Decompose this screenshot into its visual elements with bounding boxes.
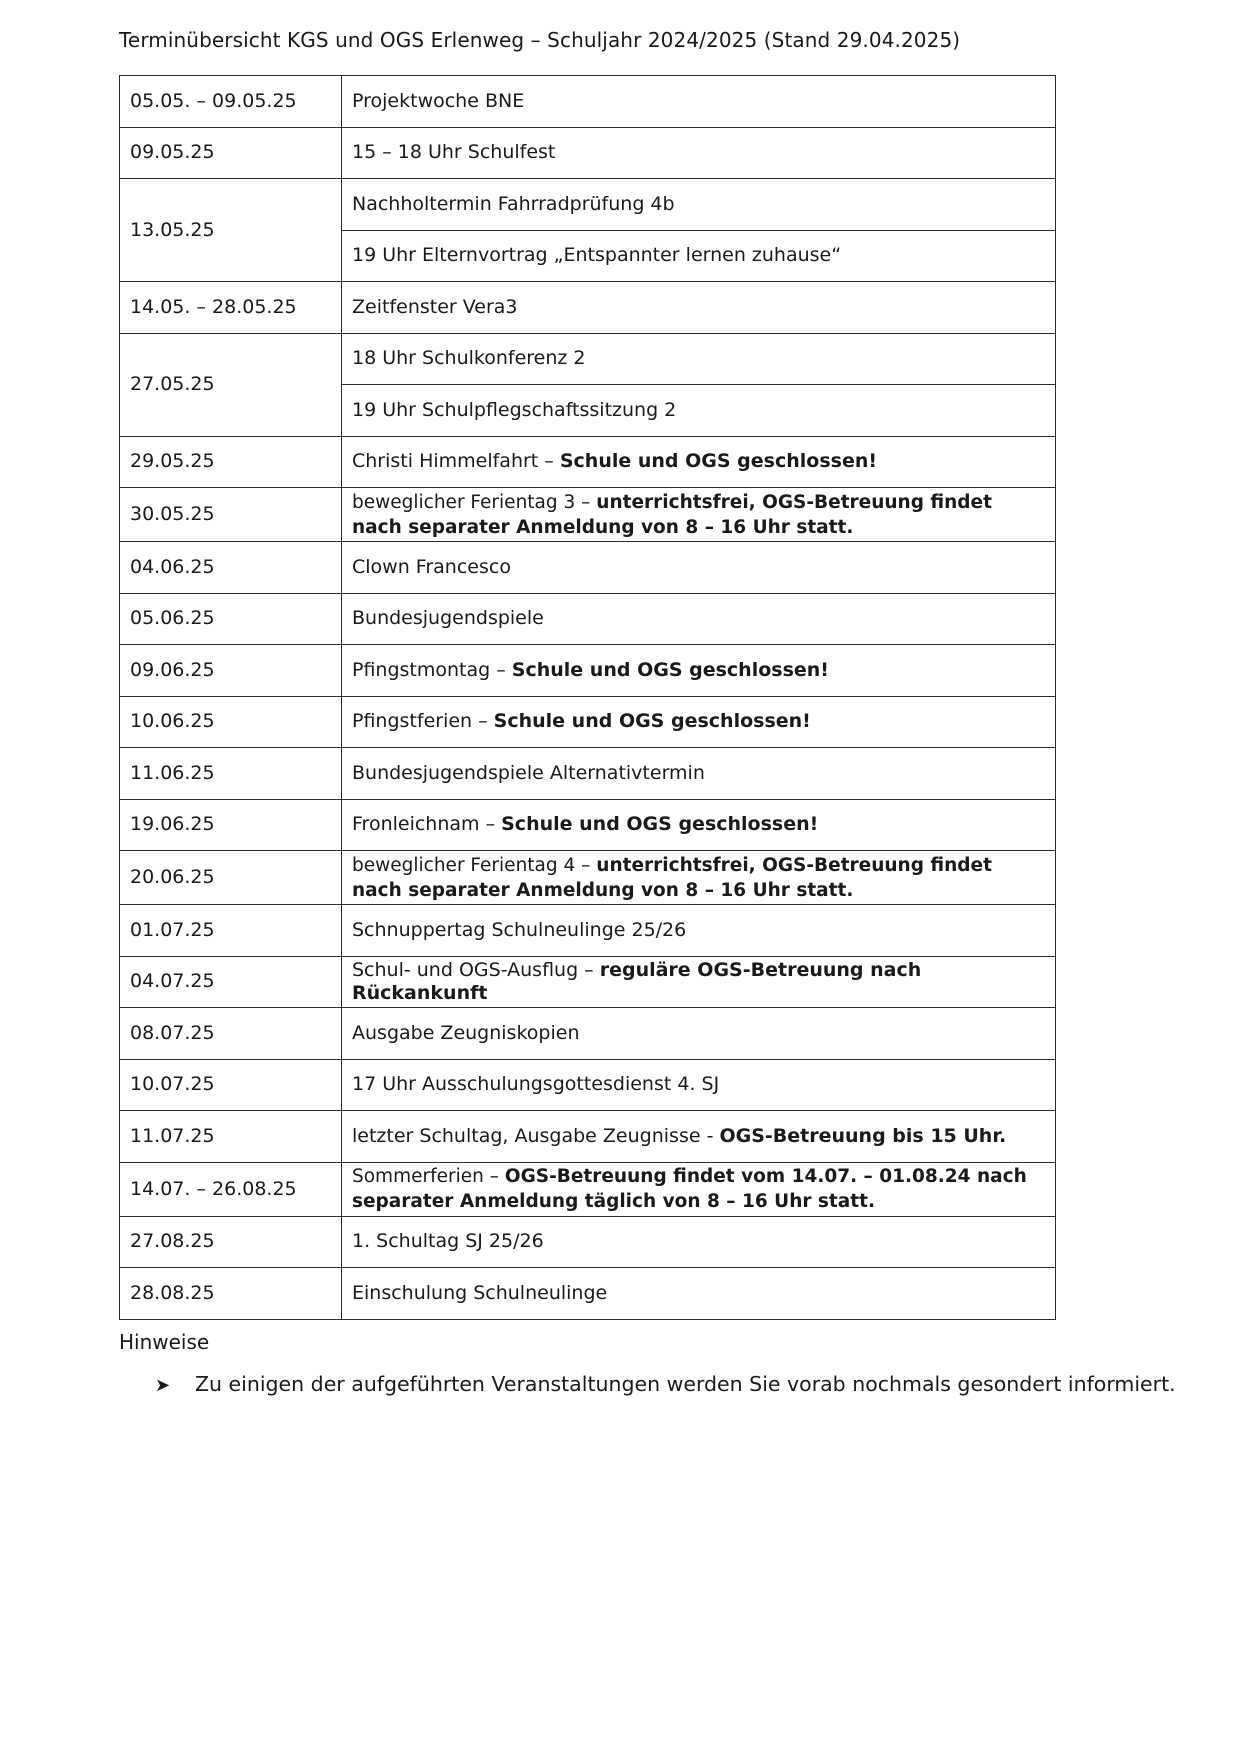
event-cell xyxy=(342,956,1056,1008)
event-cell xyxy=(342,230,1056,282)
table-row xyxy=(120,1162,1056,1216)
event-text: Ausgabe Zeugniskopien xyxy=(352,1021,580,1044)
event-cell xyxy=(342,799,1056,851)
event-cell xyxy=(342,1008,1056,1060)
date-cell: 14.05. – 28.05.25 xyxy=(120,282,342,334)
table-row xyxy=(120,956,1056,1008)
date-cell: 27.05.25 xyxy=(120,333,342,436)
date-cell: 04.07.25 xyxy=(120,956,342,1008)
table-row xyxy=(120,1008,1056,1060)
table-row xyxy=(120,488,1056,542)
date-cell: 05.06.25 xyxy=(120,593,342,645)
table-row xyxy=(120,1268,1056,1320)
notes-item xyxy=(155,1372,1176,1396)
event-cell xyxy=(342,385,1056,437)
event-cell xyxy=(342,1111,1056,1163)
table-row xyxy=(120,1059,1056,1111)
event-cell xyxy=(342,76,1056,128)
event-text: Christi Himmelfahrt – xyxy=(352,450,560,473)
event-emphasis: Schule und OGS geschlossen! xyxy=(511,658,829,681)
event-cell xyxy=(342,1059,1056,1111)
date-cell: 11.06.25 xyxy=(120,748,342,800)
table-row xyxy=(120,179,1056,231)
event-text: 19 Uhr Schulpflegschaftssitzung 2 xyxy=(352,398,677,421)
event-text: Einschulung Schulneulinge xyxy=(352,1281,608,1304)
event-text: Pfingstferien – xyxy=(352,710,494,733)
date-cell: 30.05.25 xyxy=(120,488,342,542)
table-row xyxy=(120,542,1056,594)
event-text: Nachholtermin Fahrradprüfung 4b xyxy=(352,192,675,215)
notes-item-text: Zu einigen der aufgeführten Veranstaltungen werden Sie vorab nochmals gesondert informiert. xyxy=(195,1372,1176,1396)
table-row xyxy=(120,436,1056,488)
event-text: Schul- und OGS-Ausflug – xyxy=(352,958,600,981)
table-row xyxy=(120,696,1056,748)
event-cell xyxy=(342,282,1056,334)
table-row xyxy=(120,905,1056,957)
date-cell: 19.06.25 xyxy=(120,799,342,851)
event-emphasis: Schule und OGS geschlossen! xyxy=(493,710,811,733)
event-emphasis: reguläre OGS-Betreuung nach Rückankunft xyxy=(352,958,922,1004)
schedule-body xyxy=(120,76,1056,1320)
date-cell: 11.07.25 xyxy=(120,1111,342,1163)
event-cell xyxy=(342,696,1056,748)
event-cell xyxy=(342,593,1056,645)
table-row xyxy=(120,748,1056,800)
date-cell: 14.07. – 26.08.25 xyxy=(120,1162,342,1216)
schedule-table xyxy=(119,75,1056,1320)
event-cell xyxy=(342,1162,1056,1216)
event-cell xyxy=(342,905,1056,957)
event-cell xyxy=(342,542,1056,594)
date-cell: 09.05.25 xyxy=(120,127,342,179)
event-text: 15 – 18 Uhr Schulfest xyxy=(352,141,556,164)
table-row xyxy=(120,1216,1056,1268)
event-cell xyxy=(342,488,1056,542)
table-row xyxy=(120,76,1056,128)
event-text: Fronleichnam – xyxy=(352,813,502,836)
page-title: Terminübersicht KGS und OGS Erlenweg – Schuljahr 2024/2025 (Stand 29.04.2025) xyxy=(119,28,961,52)
event-text: 19 Uhr Elternvortrag „Entspannter lernen zuhause“ xyxy=(352,244,842,267)
event-emphasis: unterrichtsfrei, OGS-Betreuung findet nach separater Anmeldung von 8 – 16 Uhr statt. xyxy=(352,491,992,538)
date-cell: 28.08.25 xyxy=(120,1268,342,1320)
event-cell xyxy=(342,436,1056,488)
notes-list xyxy=(155,1372,1176,1396)
event-cell xyxy=(342,1268,1056,1320)
event-text: Bundesjugendspiele Alternativtermin xyxy=(352,761,705,784)
event-emphasis: Schule und OGS geschlossen! xyxy=(501,813,819,836)
table-row xyxy=(120,282,1056,334)
date-cell: 20.06.25 xyxy=(120,851,342,905)
table-row xyxy=(120,593,1056,645)
event-cell xyxy=(342,748,1056,800)
event-text: Schnuppertag Schulneulinge 25/26 xyxy=(352,918,687,941)
table-row xyxy=(120,851,1056,905)
date-cell: 04.06.25 xyxy=(120,542,342,594)
event-cell xyxy=(342,333,1056,385)
date-cell: 05.05. – 09.05.25 xyxy=(120,76,342,128)
table-row xyxy=(120,645,1056,697)
event-text: Clown Francesco xyxy=(352,555,511,578)
event-text: Projektwoche BNE xyxy=(352,89,525,112)
event-cell xyxy=(342,851,1056,905)
date-cell: 08.07.25 xyxy=(120,1008,342,1060)
event-emphasis: unterrichtsfrei, OGS-Betreuung findet nach separater Anmeldung von 8 – 16 Uhr statt. xyxy=(352,854,992,901)
event-text: Bundesjugendspiele xyxy=(352,607,544,630)
table-row xyxy=(120,799,1056,851)
date-cell: 09.06.25 xyxy=(120,645,342,697)
event-text: 1. Schultag SJ 25/26 xyxy=(352,1230,544,1253)
event-emphasis: OGS-Betreuung bis 15 Uhr. xyxy=(719,1124,1007,1147)
event-cell xyxy=(342,1216,1056,1268)
event-text: beweglicher Ferientag 3 – xyxy=(352,491,597,513)
table-row xyxy=(120,333,1056,385)
event-text: Sommerferien – xyxy=(352,1166,505,1187)
notes-heading: Hinweise xyxy=(119,1330,210,1354)
date-cell: 10.06.25 xyxy=(120,696,342,748)
event-emphasis: Schule und OGS geschlossen! xyxy=(559,450,878,473)
date-cell: 10.07.25 xyxy=(120,1059,342,1111)
event-emphasis: OGS-Betreuung findet vom 14.07. – 01.08.24 nach separater Anmeldung täglich von 8 – 16 Uhr statt. xyxy=(352,1166,1027,1212)
event-text: 17 Uhr Ausschulungsgottesdienst 4. SJ xyxy=(352,1073,720,1096)
event-cell xyxy=(342,645,1056,697)
table-row xyxy=(120,1111,1056,1163)
table-row xyxy=(120,127,1056,179)
event-text: beweglicher Ferientag 4 – xyxy=(352,854,597,876)
date-cell: 13.05.25 xyxy=(120,179,342,282)
event-cell xyxy=(342,127,1056,179)
event-text: Pfingstmontag – xyxy=(352,658,512,681)
arrowhead-bullet-icon: ➤ xyxy=(155,1375,171,1396)
event-text: letzter Schultag, Ausgabe Zeugnisse - xyxy=(352,1124,720,1147)
date-cell: 27.08.25 xyxy=(120,1216,342,1268)
event-text: Zeitfenster Vera3 xyxy=(352,295,518,318)
event-cell xyxy=(342,179,1056,231)
date-cell: 29.05.25 xyxy=(120,436,342,488)
event-text: 18 Uhr Schulkonferenz 2 xyxy=(352,347,586,370)
date-cell: 01.07.25 xyxy=(120,905,342,957)
